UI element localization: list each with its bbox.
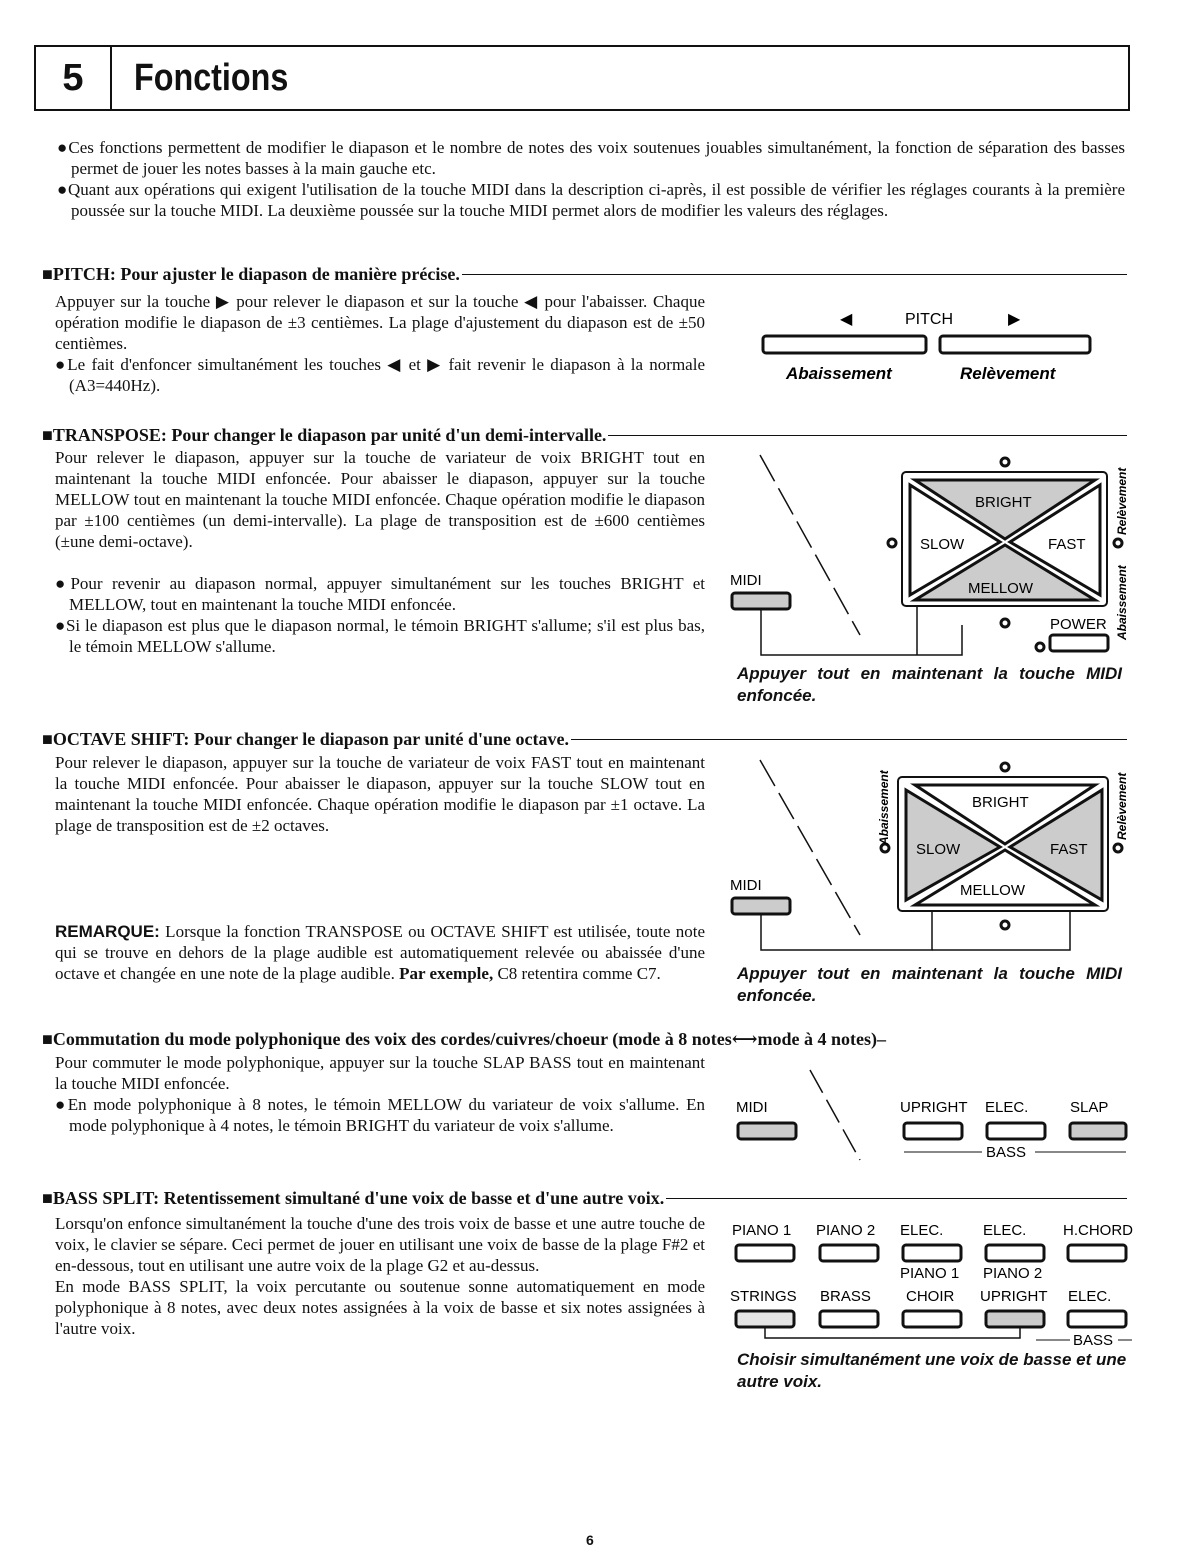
choir-label: CHOIR [906, 1288, 955, 1305]
midi-button[interactable] [738, 1123, 796, 1139]
bullet: ●Si le diapason est plus que le diapason normal, le témoin BRIGHT s'allume; s'il est plus bas, le témoin MELLOW s'allume. [55, 616, 705, 656]
poly-heading [42, 1028, 1132, 1050]
slap-label: SLAP [1070, 1099, 1109, 1116]
remark-text: Lorsque la fonction TRANSPOSE ou OCTAVE SHIFT est utilisée, toute note qui se trouve en dehors de la plage audible est automatiquement relevée ou abaissée d'une octave et changée en une note de la plage audible. [55, 922, 705, 983]
elec-bass-label: ELEC. [1068, 1288, 1112, 1305]
heading-text: ■PITCH: Pour ajuster le diapason de manière précise. [42, 264, 460, 284]
power-label: POWER [1050, 616, 1107, 633]
elec-label: ELEC. [985, 1099, 1029, 1116]
elec-piano1-label: ELEC. [900, 1222, 944, 1239]
choir-button[interactable] [903, 1311, 961, 1327]
bullet: ●Le fait d'enfoncer simultanément les touches ◀ et ▶ fait revenir le diapason à la normale (A3=440Hz). [55, 355, 705, 395]
split-caption: Choisir simultanément une voix de basse et une autre voix. [737, 1350, 1127, 1391]
brass-button[interactable] [820, 1311, 878, 1327]
elec-piano2-button[interactable] [986, 1245, 1044, 1261]
piano2-label: PIANO 2 [816, 1222, 876, 1239]
example-label: Par exemple, [399, 964, 494, 983]
split-heading [42, 1187, 1127, 1209]
elec-piano1-button[interactable] [903, 1245, 961, 1261]
octave-text [55, 752, 705, 836]
power-button[interactable] [1050, 635, 1108, 651]
paragraph: Pour relever le diapason, appuyer sur la touche de variateur de voix BRIGHT tout en maintenant la touche MIDI enfoncée. Pour abaisser le diapason, appuyer sur la touche MELLOW tout en maintenant la touche MIDI enfoncée. Chaque opération modifie le diapason par ±100 centièmes (un demi-intervalle). La plage de transposition est de ±600 centièmes (±une demi-octave). [55, 448, 705, 551]
pitch-up-button[interactable] [940, 336, 1090, 353]
fast-label: FAST [1048, 536, 1086, 553]
section-title-box [34, 45, 1130, 111]
bass-label: BASS [986, 1144, 1027, 1161]
hchord-button[interactable] [1068, 1245, 1126, 1261]
hchord-label: H.CHORD [1063, 1222, 1133, 1239]
up-label: Relèvement [960, 364, 1056, 383]
piano1-button[interactable] [736, 1245, 794, 1261]
octave-heading [42, 728, 1127, 750]
paragraph: Lorsqu'on enfonce simultanément la touche d'une des trois voix de basse et une autre touche de voix, le clavier se sépare. Ceci permet de jouer en utilisant une voix de basse de la plage F#2 et en-dessous, tout en utilisant une autre voix de la plage G2 et au-dessus. [55, 1214, 705, 1275]
up-label: Relèvement [1115, 467, 1129, 535]
intro [57, 137, 1125, 221]
upright-bass-button[interactable] [986, 1311, 1044, 1327]
octave-caption: Appuyer tout en maintenant la touche MIDI enfoncée. [737, 964, 1122, 1005]
paragraph: Pour relever le diapason, appuyer sur la touche de variateur de voix FAST tout en maintenant la touche MIDI enfoncée. Pour abaisser le diapason, appuyer sur la touche SLOW tout en maintenant la touche MIDI enfoncée. Chaque opération modifie le diapason par ±1 octave. La plage de transposition est de ±2 octaves. [55, 753, 705, 835]
paragraph: Appuyer sur la touche ▶ pour relever le diapason et sur la touche ◀ pour l'abaisser. Chaque opération modifie le diapason de ±3 centièmes. La plage d'ajustement du diapason est de ±50 centièmes. [55, 292, 705, 353]
down-label: Abaissement [1115, 565, 1129, 640]
elec-bass-button[interactable] [1068, 1311, 1126, 1327]
piano1-label: PIANO 1 [732, 1222, 792, 1239]
brass-label: BRASS [820, 1288, 871, 1305]
bright-label: BRIGHT [972, 794, 1029, 811]
elec-piano2-label: ELEC. [983, 1222, 1027, 1239]
bullet: ●En mode polyphonique à 8 notes, le témoin MELLOW du variateur de voix s'allume. En mode polyphonique à 4 notes, le témoin BRIGHT du variateur de voix s'allume. [55, 1095, 705, 1135]
heading-text: ■OCTAVE SHIFT: Pour changer le diapason par unité d'une octave. [42, 729, 569, 749]
intro-bullet: ●Quant aux opérations qui exigent l'utilisation de la touche MIDI dans la description ci-après, il est possible de vérifier les réglages courants à la première poussée sur la touche MIDI. La deuxième poussée sur la touche MIDI permet alors de modifier les valeurs des réglages. [57, 180, 1125, 220]
strings-label: STRINGS [730, 1288, 797, 1305]
pitch-text [55, 291, 705, 396]
page-title: Fonctions [134, 57, 289, 99]
right-arrow-icon: ▶ [1008, 311, 1021, 328]
elec-bass-button[interactable] [987, 1123, 1045, 1139]
pitch-down-button[interactable] [763, 336, 926, 353]
transpose-text [55, 447, 705, 657]
fast-label: FAST [1050, 841, 1088, 858]
left-arrow-icon: ◀ [840, 311, 853, 328]
upright-bass-button[interactable] [904, 1123, 962, 1139]
mellow-label: MELLOW [968, 580, 1034, 597]
bright-label: BRIGHT [975, 494, 1032, 511]
remark [55, 921, 705, 984]
heading-text: ■Commutation du mode polyphonique des voix des cordes/cuivres/choeur (mode à 8 notes⟷mode à 4 notes)– [42, 1029, 887, 1049]
transpose-diagram [720, 445, 1130, 665]
pitch-diagram [730, 300, 1120, 390]
paragraph: En mode BASS SPLIT, la voix percutante ou soutenue sonne automatiquement en mode polyphonique à 8 notes, avec deux notes assignées à la voix de basse et six notes assignées à l'autre voix. [55, 1277, 705, 1338]
poly-text [55, 1052, 705, 1136]
mellow-label: MELLOW [960, 882, 1026, 899]
octave-diagram [720, 750, 1130, 965]
upright-label: UPRIGHT [980, 1288, 1048, 1305]
remark-label: REMARQUE: [55, 922, 160, 941]
piano2-button[interactable] [820, 1245, 878, 1261]
upright-label: UPRIGHT [900, 1099, 968, 1116]
transpose-heading [42, 424, 1127, 446]
slow-label: SLOW [916, 841, 961, 858]
poly-diagram [720, 1065, 1130, 1165]
intro-bullet: ●Ces fonctions permettent de modifier le diapason et le nombre de notes des voix soutenues jouables simultanément, la fonction de séparation des basses permet de jouer les notes basses à la main gauche etc. [57, 138, 1125, 178]
midi-label: MIDI [730, 572, 762, 589]
bass-label: BASS [1073, 1332, 1114, 1349]
transpose-caption: Appuyer tout en maintenant la touche MIDI enfoncée. [737, 664, 1122, 705]
midi-button[interactable] [732, 593, 790, 609]
midi-label: MIDI [736, 1099, 768, 1116]
down-label: Abaissement [786, 364, 892, 383]
pitch-label: PITCH [905, 311, 953, 328]
slow-label: SLOW [920, 536, 965, 553]
down-label: Abaissement [877, 770, 891, 845]
split-diagram [728, 1215, 1133, 1355]
elec-piano2-sublabel: PIANO 2 [983, 1265, 1043, 1282]
strings-button[interactable] [736, 1311, 794, 1327]
page-number: 6 [586, 1532, 594, 1548]
up-label: Relèvement [1115, 772, 1129, 840]
heading-text: ■BASS SPLIT: Retentissement simultané d'une voix de basse et d'une autre voix. [42, 1188, 665, 1208]
midi-button[interactable] [732, 898, 790, 914]
midi-label: MIDI [730, 877, 762, 894]
elec-piano1-sublabel: PIANO 1 [900, 1265, 960, 1282]
example-text: C8 retentira comme C7. [493, 964, 661, 983]
pitch-heading [42, 263, 1127, 285]
paragraph: Pour commuter le mode polyphonique, appuyer sur la touche SLAP BASS tout en maintenant la touche MIDI enfoncée. [55, 1053, 705, 1093]
slap-bass-button[interactable] [1070, 1123, 1126, 1139]
split-text [55, 1213, 705, 1339]
bullet: ●Pour revenir au diapason normal, appuyer simultanément sur les touches BRIGHT et MELLOW, tout en maintenant la touche MIDI enfoncée. [55, 574, 705, 614]
section-number: 5 [36, 47, 112, 109]
heading-text: ■TRANSPOSE: Pour changer le diapason par unité d'un demi-intervalle. [42, 425, 607, 445]
